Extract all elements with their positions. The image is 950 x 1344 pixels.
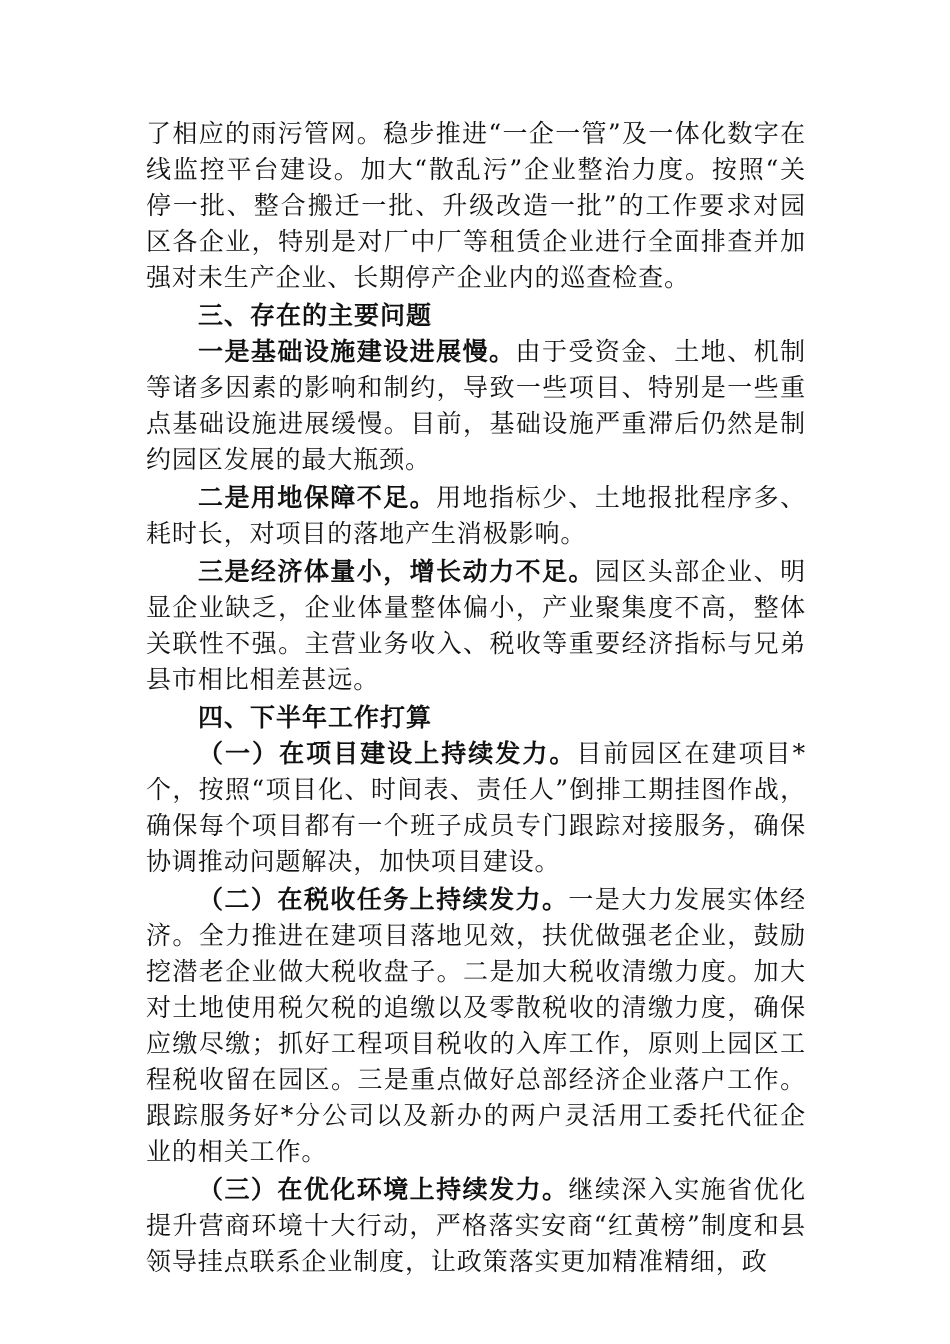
paragraph-economic-scale bbox=[146, 554, 806, 698]
paragraph-project-construction bbox=[146, 736, 806, 880]
paragraph-lead-economic-scale: 三是经济体量小，增长动力不足。 bbox=[198, 557, 595, 586]
paragraph-text-economic-scale: 园区头部企业、明显企业缺乏，企业体量整体偏小，产业聚集度不高，整体关联性不强。主营业务收入、税收等重要经济指标与兄弟县市相比相差甚远。 bbox=[146, 557, 806, 694]
paragraph-lead-business-environment: （三）在优化环境上持续发力。 bbox=[198, 1175, 569, 1204]
paragraph-text-business-environment: 继续深入实施省优化提升营商环境十大行动，严格落实安商“红黄榜”制度和县领导挂点联系企业制度，让政策落实更加精准精细，政 bbox=[146, 1175, 806, 1276]
paragraph-tax-tasks bbox=[146, 882, 806, 1170]
document-body bbox=[146, 116, 806, 1280]
paragraph-infrastructure bbox=[146, 334, 806, 478]
paragraph-lead-project-construction: （一）在项目建设上持续发力。 bbox=[198, 739, 577, 768]
paragraph-business-environment bbox=[146, 1172, 806, 1280]
section-heading-main-problems: 三、存在的主要问题 bbox=[198, 301, 433, 330]
paragraph-land-use bbox=[146, 480, 806, 552]
paragraph-text-project-construction: 目前园区在建项目*个，按照“项目化、时间表、责任人”倒排工期挂图作战，确保每个项目都有一个班子成员专门跟踪对接服务，确保协调推动问题解决，加快项目建设。 bbox=[146, 739, 806, 876]
paragraph-text-land-use: 用地指标少、土地报批程序多、耗时长，对项目的落地产生消极影响。 bbox=[146, 483, 806, 548]
section-heading-work-plan: 四、下半年工作打算 bbox=[198, 703, 433, 732]
paragraph-text-tax-tasks: 一是大力发展实体经济。全力推进在建项目落地见效，扶优做强老企业，鼓励挖潜老企业做大税收盘子。二是加大税收清缴力度。加大对土地使用税欠税的追缴以及零散税收的清缴力度，确保应缴尽缴；抓好工程项目税收的入库工作，原则上园区工程税收留在园区。三是重点做好总部经济企业落户工作。跟踪服务好*分公司以及新办的两户灵活用工委托代征企业的相关工作。 bbox=[146, 885, 806, 1166]
paragraph-pollution-control: 了相应的雨污管网。稳步推进“一企一管”及一体化数字在线监控平台建设。加大“散乱污”企业整治力度。按照“关停一批、整合搬迁一批、升级改造一批”的工作要求对园区各企业，特别是对厂中厂等租赁企业进行全面排查并加强对未生产企业、长期停产企业内的巡查检查。 bbox=[146, 119, 806, 292]
paragraph-lead-infrastructure: 一是基础设施建设进展慢。 bbox=[198, 337, 516, 366]
paragraph-lead-land-use: 二是用地保障不足。 bbox=[198, 483, 437, 512]
paragraph-text-infrastructure: 由于受资金、土地、机制等诸多因素的影响和制约，导致一些项目、特别是一些重点基础设施进展缓慢。目前，基础设施严重滞后仍然是制约园区发展的最大瓶颈。 bbox=[146, 337, 806, 474]
paragraph-lead-tax-tasks: （二）在税收任务上持续发力。 bbox=[198, 885, 569, 914]
